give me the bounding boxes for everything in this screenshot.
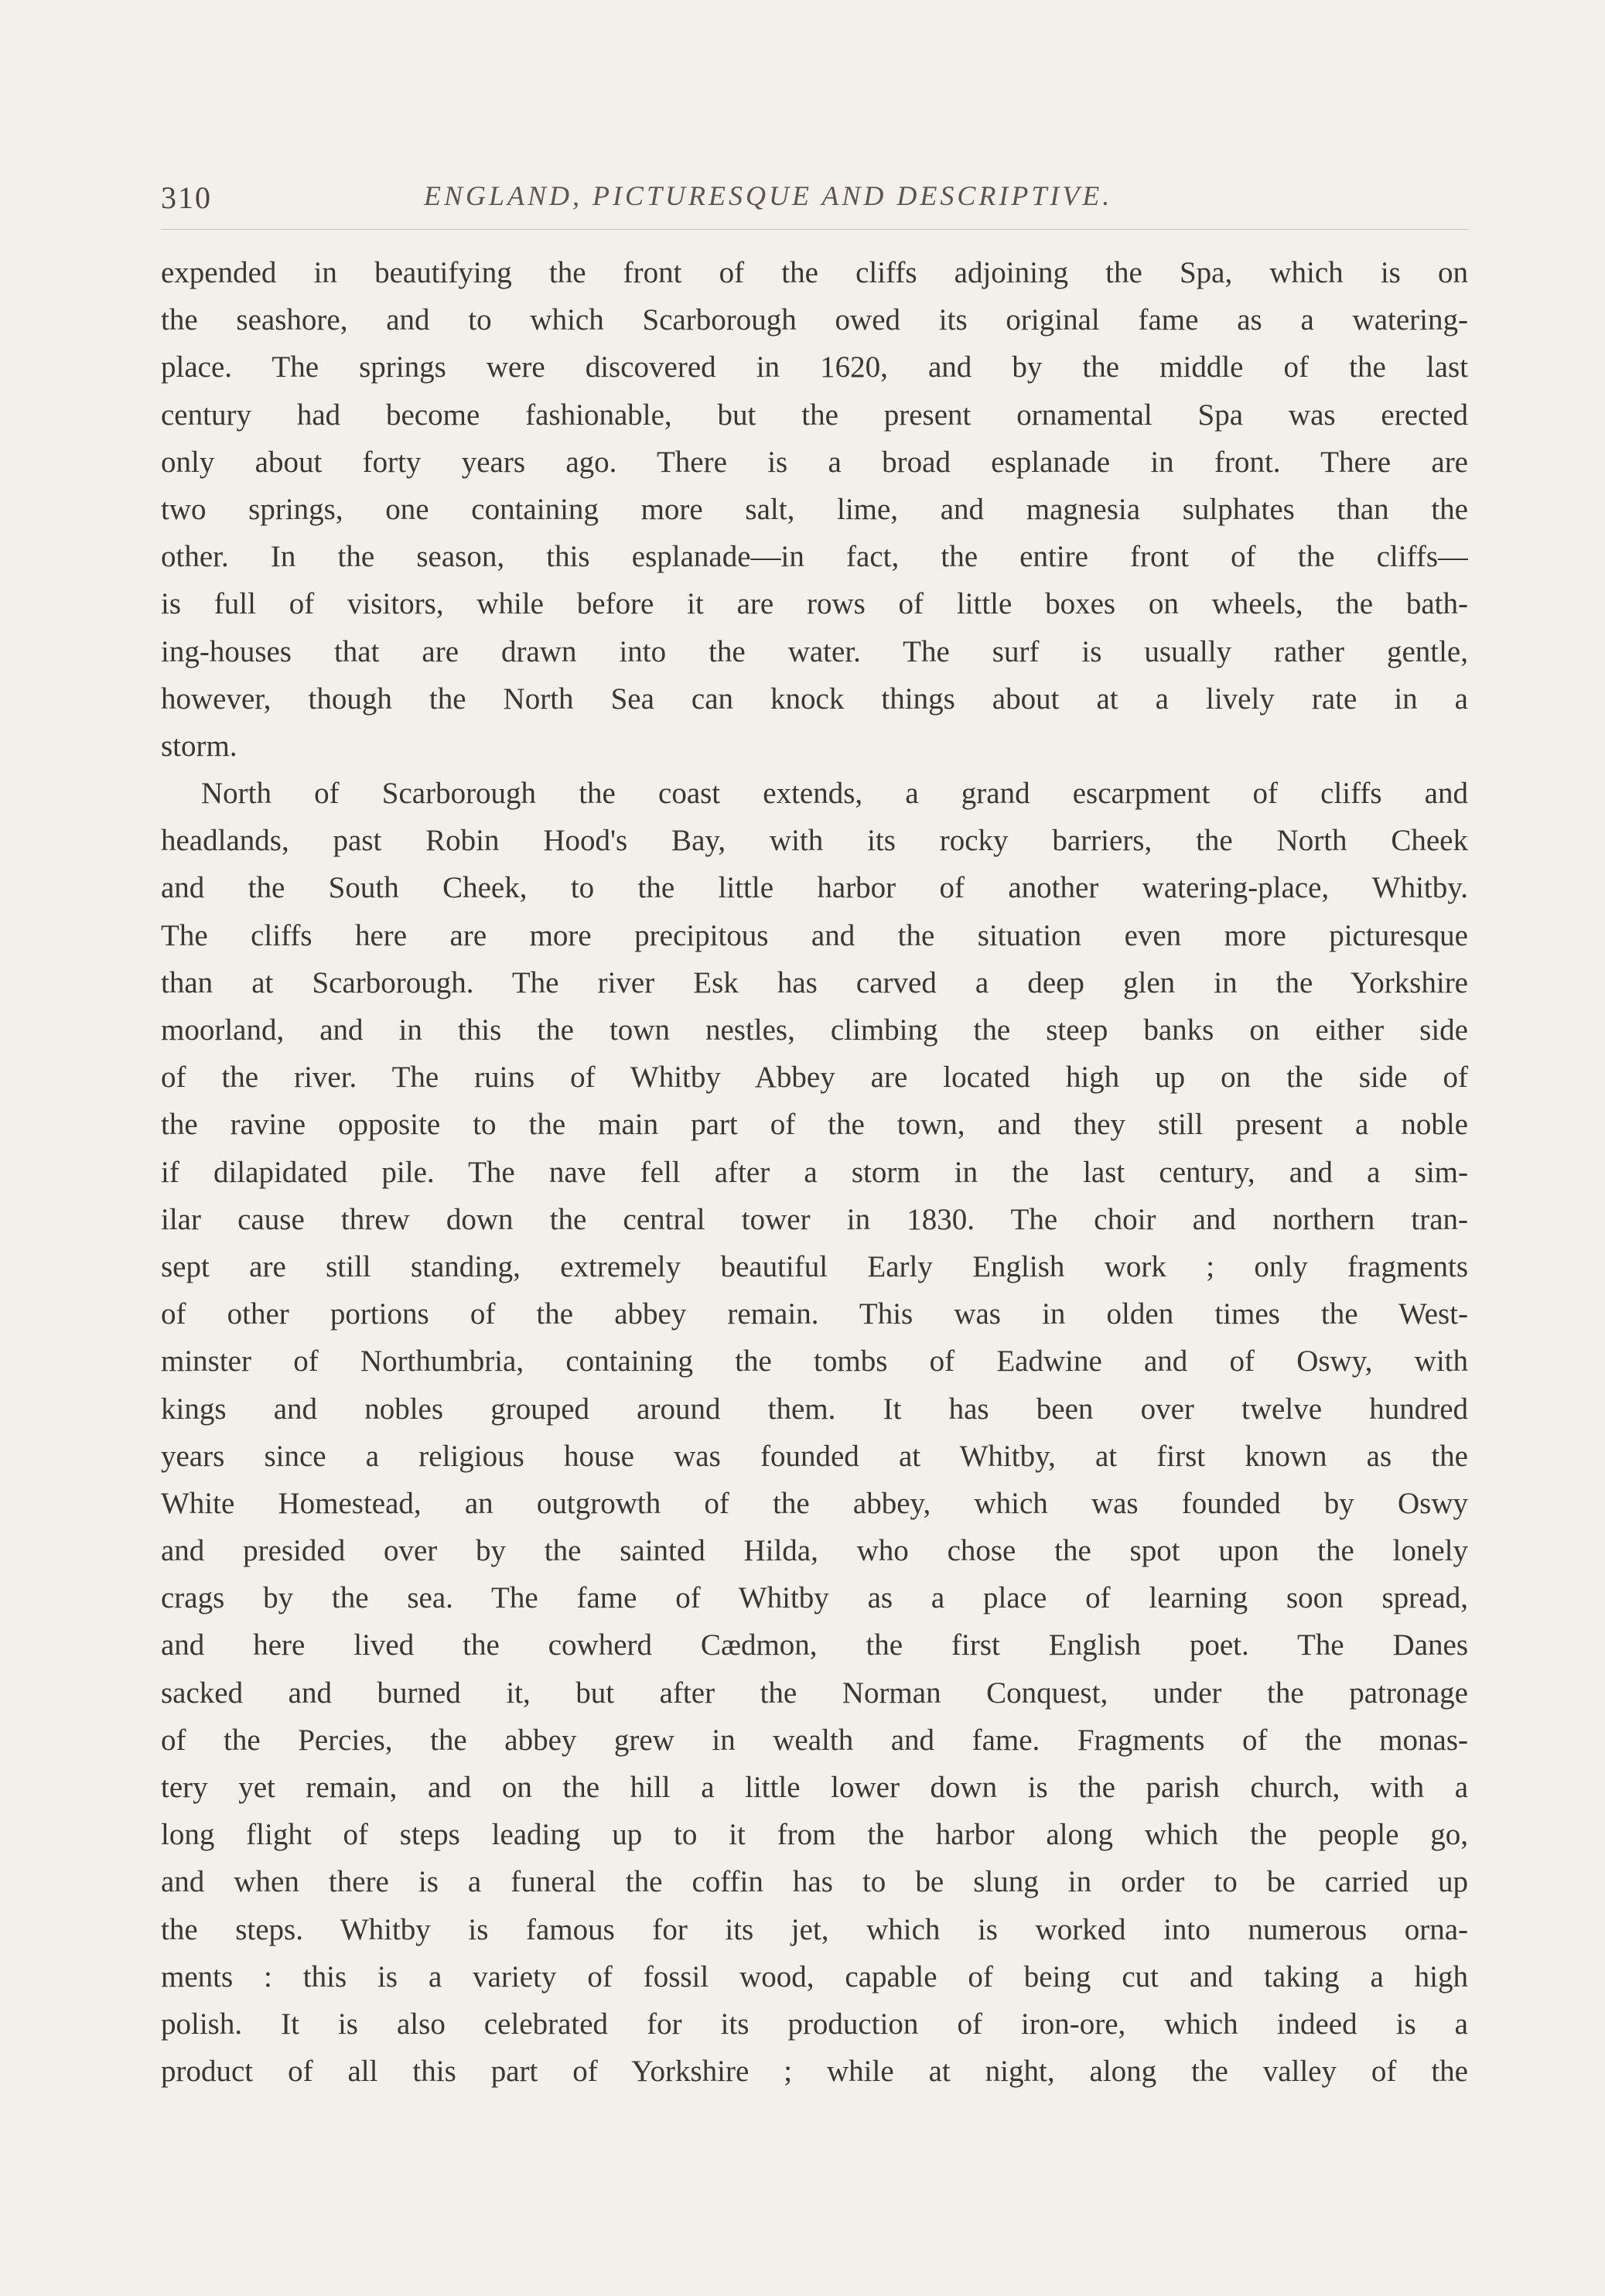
text-line: only about forty years ago. There is a broad esplanade in front. There are bbox=[161, 445, 1468, 479]
text-line: two springs, one containing more salt, lime, and magnesia sulphates than the bbox=[161, 492, 1468, 526]
text-line: is full of visitors, while before it are rows of little boxes on wheels, the bath- bbox=[161, 587, 1468, 621]
text-line: long flight of steps leading up to it from the harbor along which the people go, bbox=[161, 1818, 1468, 1852]
paragraph-first-line: North of Scarborough the coast extends, a grand escarpment of cliffs and bbox=[201, 777, 1468, 811]
text-line: ments : this is a variety of fossil wood, capable of being cut and taking a high bbox=[161, 1959, 1468, 1994]
running-title: ENGLAND, PICTURESQUE AND DESCRIPTIVE. bbox=[424, 180, 1113, 211]
text-line: other. In the season, this esplanade—in fact, the entire front of the cliffs— bbox=[161, 540, 1468, 574]
page-header bbox=[161, 179, 1476, 234]
text-line: storm. bbox=[161, 729, 237, 763]
text-line: century had become fashionable, but the present ornamental Spa was erected bbox=[161, 398, 1468, 432]
text-line: of other portions of the abbey remain. This was in olden times the West- bbox=[161, 1297, 1468, 1331]
text-line: and the South Cheek, to the little harbor of another watering-place, Whitby. bbox=[161, 871, 1468, 905]
body-text bbox=[161, 249, 1468, 2095]
text-line: however, though the North Sea can knock things about at a lively rate in a bbox=[161, 682, 1468, 716]
text-line: sept are still standing, extremely beautiful Early English work ; only fragments bbox=[161, 1249, 1468, 1283]
text-line: headlands, past Robin Hood's Bay, with its rocky barriers, the North Cheek bbox=[161, 824, 1468, 858]
text-line: polish. It is also celebrated for its production of iron-ore, which indeed is a bbox=[161, 2007, 1468, 2041]
text-line: than at Scarborough. The river Esk has carved a deep glen in the Yorkshire bbox=[161, 965, 1468, 999]
text-line: and here lived the cowherd Cædmon, the first English poet. The Danes bbox=[161, 1628, 1468, 1662]
text-line: the seashore, and to which Scarborough owed its original fame as a watering- bbox=[161, 303, 1468, 337]
text-line: the ravine opposite to the main part of the town, and they still present a noble bbox=[161, 1108, 1468, 1142]
text-line: of the river. The ruins of Whitby Abbey are located high up on the side of bbox=[161, 1061, 1468, 1095]
text-line: The cliffs here are more precipitous and the situation even more picturesque bbox=[161, 918, 1468, 952]
text-line: expended in beautifying the front of the cliffs adjoining the Spa, which is on bbox=[161, 256, 1468, 289]
text-line: and presided over by the sainted Hilda, who chose the spot upon the lonely bbox=[161, 1534, 1468, 1568]
text-line: the steps. Whitby is famous for its jet, which is worked into numerous orna- bbox=[161, 1912, 1468, 1946]
text-line: place. The springs were discovered in 1620, and by the middle of the last bbox=[161, 350, 1468, 384]
text-line: if dilapidated pile. The nave fell after a storm in the last century, and a sim- bbox=[161, 1155, 1468, 1189]
text-line: kings and nobles grouped around them. It has been over twelve hundred bbox=[161, 1392, 1468, 1426]
text-line: product of all this part of Yorkshire ; while at night, along the valley of the bbox=[161, 2055, 1468, 2089]
text-line: tery yet remain, and on the hill a little lower down is the parish church, with a bbox=[161, 1771, 1468, 1804]
text-line: moorland, and in this the town nestles, climbing the steep banks on either side bbox=[161, 1013, 1468, 1047]
text-line: years since a religious house was founded at Whitby, at first known as the bbox=[161, 1439, 1468, 1473]
text-line: of the Percies, the abbey grew in wealth and fame. Fragments of the monas- bbox=[161, 1723, 1468, 1757]
text-line: ing-houses that are drawn into the water. The surf is usually rather gentle, bbox=[161, 634, 1468, 668]
text-line: minster of Northumbria, containing the tombs of Eadwine and of Oswy, with bbox=[161, 1344, 1468, 1379]
page-number: 310 bbox=[161, 180, 212, 215]
text-line: sacked and burned it, but after the Norman Conquest, under the patronage bbox=[161, 1676, 1468, 1710]
text-line: crags by the sea. The fame of Whitby as a place of learning soon spread, bbox=[161, 1581, 1468, 1615]
text-line: and when there is a funeral the coffin has to be slung in order to be carried up bbox=[161, 1865, 1468, 1899]
header-rule bbox=[161, 229, 1468, 230]
text-line: White Homestead, an outgrowth of the abbey, which was founded by Oswy bbox=[161, 1486, 1468, 1520]
text-line: ilar cause threw down the central tower in 1830. The choir and northern tran- bbox=[161, 1202, 1468, 1236]
